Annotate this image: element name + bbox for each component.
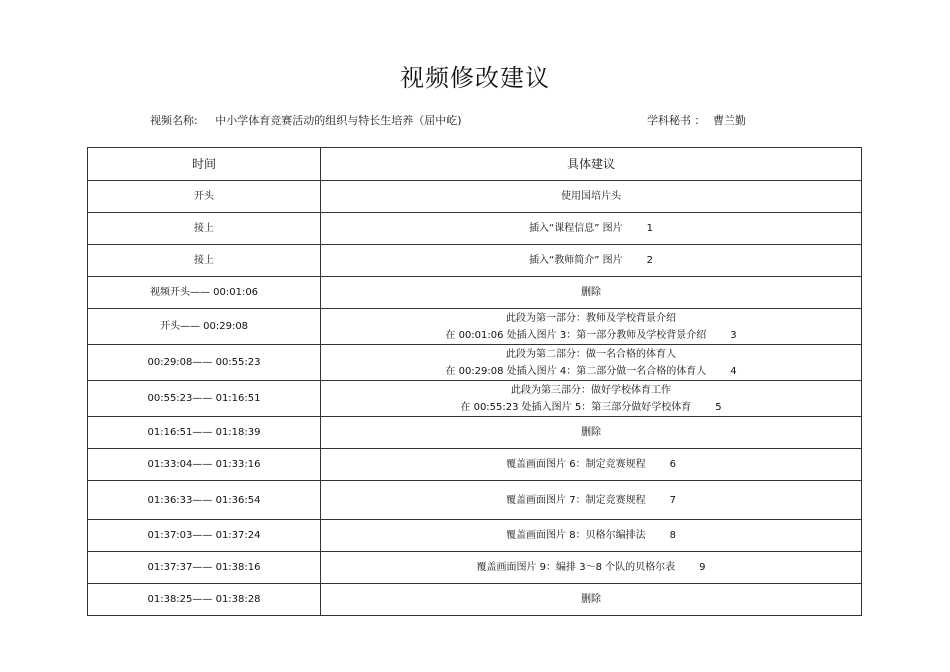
suggestion-cell bbox=[321, 345, 862, 381]
suggestion-text: 删除 bbox=[581, 594, 601, 605]
secretary-info bbox=[647, 112, 746, 128]
time-cell: 01:33:04—— 01:33:16 bbox=[88, 449, 321, 481]
section-description: 此段为第三部分：做好学校体育工作 bbox=[511, 384, 671, 396]
suggestion-text: 插入“课程信息” 图片 bbox=[529, 223, 623, 234]
image-number: 3 bbox=[730, 329, 737, 341]
insert-instruction: 在 00:01:06 处插入图片 3：第一部分教师及学校背景介绍 bbox=[445, 329, 707, 341]
section-description: 此段为第二部分：做一名合格的体育人 bbox=[506, 348, 676, 360]
time-cell: 00:55:23—— 01:16:51 bbox=[88, 381, 321, 417]
suggestion-cell bbox=[321, 520, 862, 552]
suggestion-text: 使用国培片头 bbox=[561, 191, 621, 202]
document-title: 视频修改建议 bbox=[400, 64, 550, 92]
table-row bbox=[88, 181, 862, 213]
image-number: 8 bbox=[669, 530, 676, 541]
suggestion-text: 删除 bbox=[581, 427, 601, 438]
suggestion-cell bbox=[321, 481, 862, 520]
suggestion-cell bbox=[321, 381, 862, 417]
suggestion-cell bbox=[321, 245, 862, 277]
secretary-name: 曹兰勤 bbox=[713, 114, 746, 127]
table-row bbox=[88, 449, 862, 481]
video-name-value: 中小学体育竞赛活动的组织与特长生培养（屈中屹) bbox=[215, 114, 462, 127]
table-row bbox=[88, 309, 862, 345]
image-number: 2 bbox=[646, 255, 653, 266]
suggestion-cell bbox=[321, 213, 862, 245]
insert-instruction: 在 00:55:23 处插入图片 5：第三部分做好学校体育 bbox=[460, 401, 692, 413]
image-number: 5 bbox=[715, 401, 722, 413]
table-header-row bbox=[88, 148, 862, 181]
insert-instruction: 在 00:29:08 处插入图片 4：第二部分做一名合格的体育人 bbox=[445, 365, 707, 377]
suggestion-cell bbox=[321, 309, 862, 345]
header-time: 时间 bbox=[88, 148, 321, 181]
image-number: 7 bbox=[669, 494, 676, 506]
table-row bbox=[88, 552, 862, 584]
suggestion-text: 覆盖画面图片 6：制定竞赛规程 bbox=[506, 459, 646, 470]
suggestion-text: 插入“教师简介” 图片 bbox=[529, 255, 623, 266]
image-number: 1 bbox=[646, 223, 653, 234]
time-cell: 视频开头—— 00:01:06 bbox=[88, 277, 321, 309]
time-cell: 01:36:33—— 01:36:54 bbox=[88, 481, 321, 520]
header-suggestion: 具体建议 bbox=[321, 148, 862, 181]
time-cell: 开头—— 00:29:08 bbox=[88, 309, 321, 345]
suggestion-cell bbox=[321, 277, 862, 309]
table-row bbox=[88, 213, 862, 245]
section-description: 此段为第一部分：教师及学校背景介绍 bbox=[506, 312, 676, 324]
time-cell: 开头 bbox=[88, 181, 321, 213]
table-row bbox=[88, 481, 862, 520]
suggestion-cell bbox=[321, 584, 862, 616]
suggestion-cell bbox=[321, 552, 862, 584]
image-number: 6 bbox=[669, 459, 676, 470]
time-cell: 01:37:03—— 01:37:24 bbox=[88, 520, 321, 552]
time-cell: 接上 bbox=[88, 245, 321, 277]
table-row bbox=[88, 584, 862, 616]
table-row bbox=[88, 520, 862, 552]
suggestion-text: 覆盖画面图片 8：贝格尔编排法 bbox=[506, 530, 646, 541]
time-cell: 01:37:37—— 01:38:16 bbox=[88, 552, 321, 584]
video-name-label: 视频名称: bbox=[150, 114, 198, 127]
table-row bbox=[88, 381, 862, 417]
table-row bbox=[88, 245, 862, 277]
table-row bbox=[88, 417, 862, 449]
secretary-label: 学科秘书 ： bbox=[647, 114, 706, 127]
suggestion-cell bbox=[321, 417, 862, 449]
table-row bbox=[88, 345, 862, 381]
suggestion-text: 覆盖画面图片 9：编排 3～8 个队的贝格尔表 bbox=[476, 562, 676, 573]
time-cell: 接上 bbox=[88, 213, 321, 245]
suggestion-cell bbox=[321, 181, 862, 213]
time-cell: 01:16:51—— 01:18:39 bbox=[88, 417, 321, 449]
table-row bbox=[88, 277, 862, 309]
suggestion-table bbox=[87, 147, 862, 616]
suggestion-text: 删除 bbox=[581, 287, 601, 298]
suggestion-text: 覆盖画面图片 7：制定竞赛规程 bbox=[506, 494, 646, 506]
image-number: 4 bbox=[730, 365, 737, 377]
time-cell: 00:29:08—— 00:55:23 bbox=[88, 345, 321, 381]
image-number: 9 bbox=[699, 562, 706, 573]
suggestion-cell bbox=[321, 449, 862, 481]
time-cell: 01:38:25—— 01:38:28 bbox=[88, 584, 321, 616]
video-info bbox=[150, 112, 462, 128]
